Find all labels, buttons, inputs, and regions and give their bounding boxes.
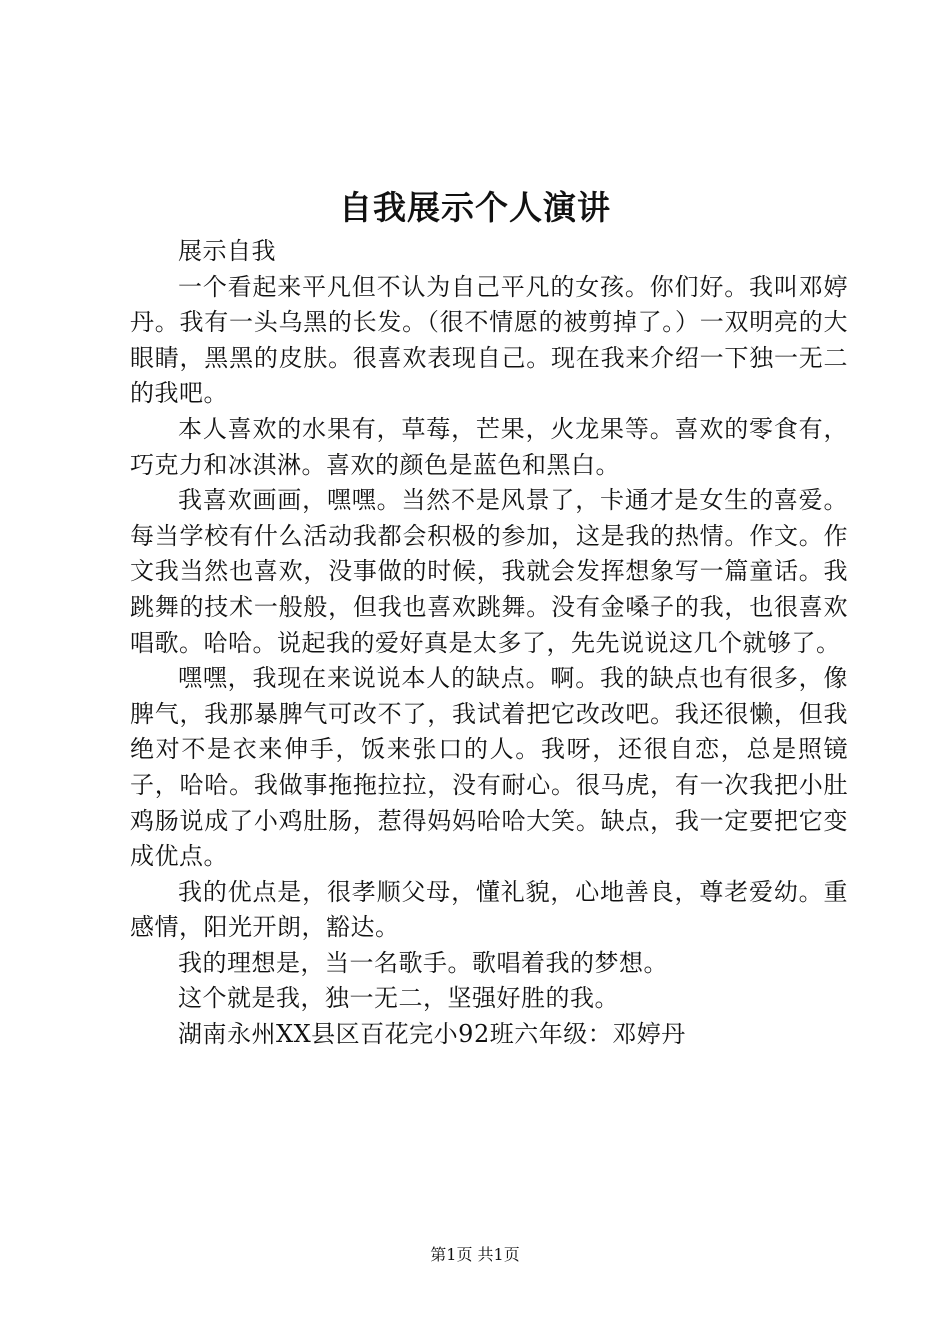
document-body: [130, 234, 848, 1053]
page-number-footer: 第1页 共1页: [430, 1245, 520, 1264]
paragraph-intro: 一个看起来平凡但不认为自己平凡的女孩。你们好。我叫邓婷丹。我有一头乌黑的长发。（很不情愿的被剪掉了。）一双明亮的大眼睛，黑黑的皮肤。很喜欢表现自己。现在我来介绍一下独一无二的我吧。: [130, 272, 848, 408]
paragraph-strengths: 我的优点是，很孝顺父母，懂礼貌，心地善良，尊老爱幼。重感情，阳光开朗，豁达。: [130, 877, 848, 942]
paragraph-shortcomings: 嘿嘿，我现在来说说本人的缺点。啊。我的缺点也有很多，像脾气，我那暴脾气可改不了，我试着把它改改吧。我还很懒，但我绝对不是衣来伸手，饭来张口的人。我呀，还很自恋，总是照镜子，哈哈。我做事拖拖拉拉，没有耐心。很马虎，有一次我把小肚鸡肠说成了小鸡肚肠，惹得妈妈哈哈大笑。缺点，我一定要把它变成优点。: [130, 664, 848, 871]
paragraph-dream: 我的理想是，当一名歌手。歌唱着我的梦想。: [178, 948, 668, 977]
paragraph-hobbies: 我喜欢画画，嘿嘿。当然不是风景了，卡通才是女生的喜爱。每当学校有什么活动我都会积极的参加，这是我的热情。作文。作文我当然也喜欢，没事做的时候，我就会发挥想象写一篇童话。我跳舞的技术一般般，但我也喜欢跳舞。没有金嗓子的我，也很喜欢唱歌。哈哈。说起我的爱好真是太多了，先先说说这几个就够了。: [130, 486, 848, 657]
paragraph-signature: 湖南永州XX县区百花完小92班六年级：邓婷丹: [178, 1020, 686, 1049]
document-title: 自我展示个人演讲: [339, 188, 611, 227]
paragraph-heading: 展示自我: [178, 237, 276, 265]
paragraph-closing: 这个就是我，独一无二，坚强好胜的我。: [178, 984, 619, 1013]
paragraph-favorites: 本人喜欢的水果有，草莓，芒果，火龙果等。喜欢的零食有，巧克力和冰淇淋。喜欢的颜色是蓝色和黑白。: [130, 414, 848, 479]
